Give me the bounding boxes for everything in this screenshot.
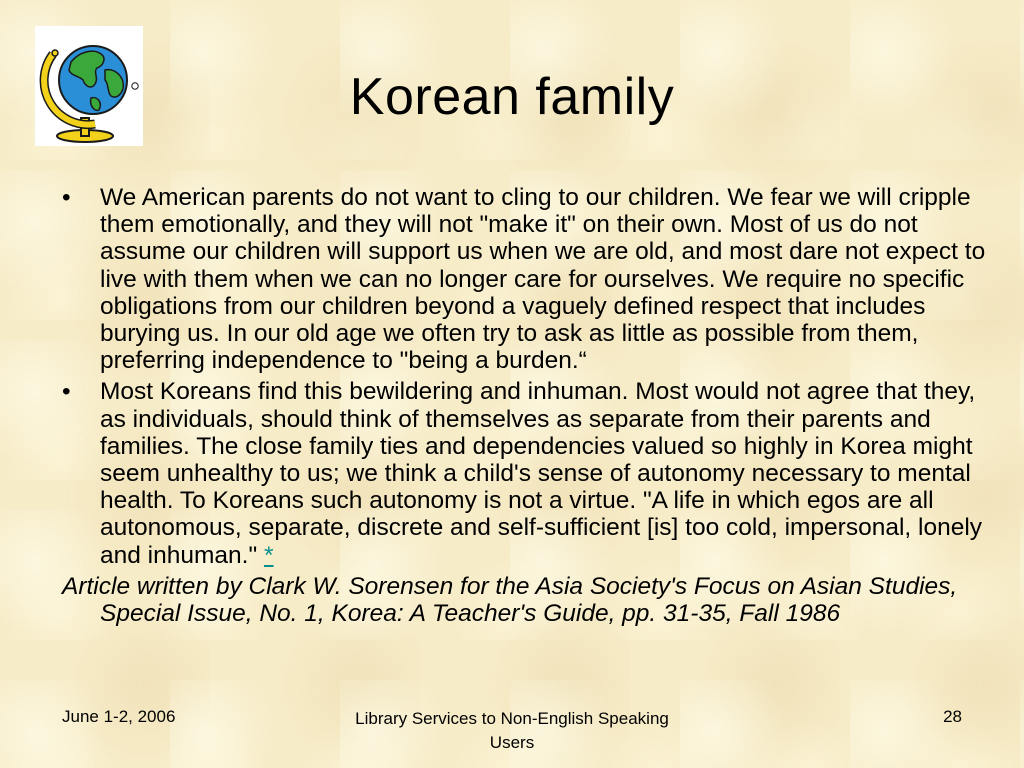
bullet-text: Most Koreans find this bewildering and inhuman. Most would not agree that they, as individuals, should think of themselves as separate from their parents and families. The close family ties and dependencies valued so highly in Korea might seem unhealthy to us; we think a child's sense of autonomy necessary to mental health. To Koreans such autonomy is not a virtue. "A life in which egos are all autonomous, separate, discrete and self-sufficient [is] too cold, impersonal, lonely and inhuman." bbox=[100, 378, 983, 569]
footer-title: Library Services to Non-English Speaking Users bbox=[355, 709, 669, 752]
bullet-item bbox=[62, 184, 996, 374]
citation-text: Article written by Clark W. Sorensen for the Asia Society's Focus on Asian Studies, Special Issue, No. 1, Korea: A Teacher's Guide, pp. 31-35, Fall 1986 bbox=[62, 572, 958, 628]
bullet-list bbox=[62, 184, 996, 569]
bullet-icon: • bbox=[62, 184, 71, 211]
bullet-text: We American parents do not want to cling to our children. We fear we will cripple them emotionally, and they will not "make it" on their own. Most of us do not assume our children will support us when we are old, and most dare not expect to live with them when we can no longer care for ourselves. We require no specific obligations from our children beyond a vaguely defined respect that includes burying us. In our old age we often try to ask as little as possible from them, preferring independence to "being a burden.“ bbox=[100, 184, 986, 375]
bullet-item bbox=[62, 378, 996, 568]
footer-date: June 1-2, 2006 bbox=[62, 707, 176, 726]
slide-title: Korean family bbox=[349, 68, 675, 126]
bullet-icon: • bbox=[62, 378, 71, 406]
slide-number: 28 bbox=[943, 707, 962, 726]
slide-body bbox=[62, 184, 996, 627]
footnote-link[interactable]: * bbox=[263, 541, 274, 569]
